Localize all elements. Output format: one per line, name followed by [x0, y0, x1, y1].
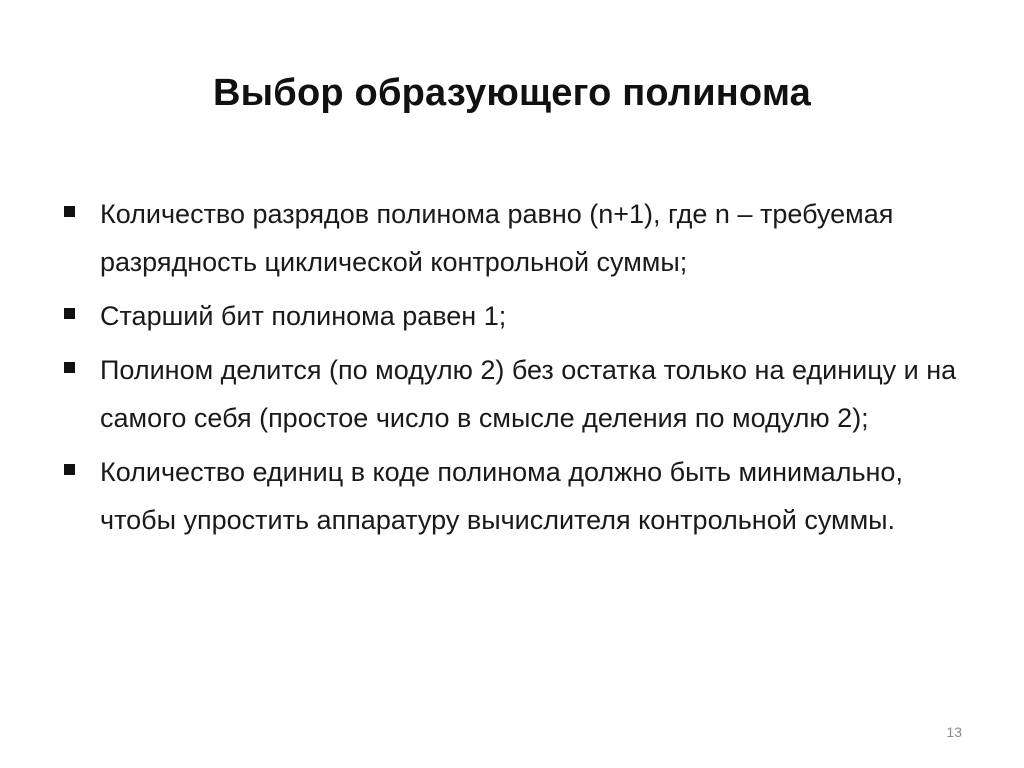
- bullet-list: [62, 190, 962, 550]
- bullet-text-2: Старший бит полинома равен 1;: [100, 301, 507, 331]
- slide-title: Выбор образующего полинома: [213, 72, 811, 114]
- bullet-item-3: [62, 346, 962, 442]
- bullet-item-1: [62, 190, 962, 286]
- square-bullet-icon: [64, 362, 75, 373]
- square-bullet-icon: [64, 464, 75, 475]
- square-bullet-icon: [64, 308, 75, 319]
- square-bullet-icon: [64, 206, 75, 217]
- bullet-text-4: Количество единиц в коде полинома должно быть минимально, чтобы упростить аппаратуру вычислителя контрольной суммы.: [100, 457, 903, 535]
- bullet-item-4: [62, 448, 962, 544]
- bullet-item-2: [62, 292, 962, 340]
- page-number: 13: [946, 724, 962, 740]
- bullet-text-3: Полином делится (по модулю 2) без остатка только на единицу и на самого себя (простое число в смысле деления по модулю 2);: [100, 355, 957, 433]
- bullet-text-1: Количество разрядов полинома равно (n+1), где n – требуемая разрядность циклической контрольной суммы;: [100, 199, 894, 277]
